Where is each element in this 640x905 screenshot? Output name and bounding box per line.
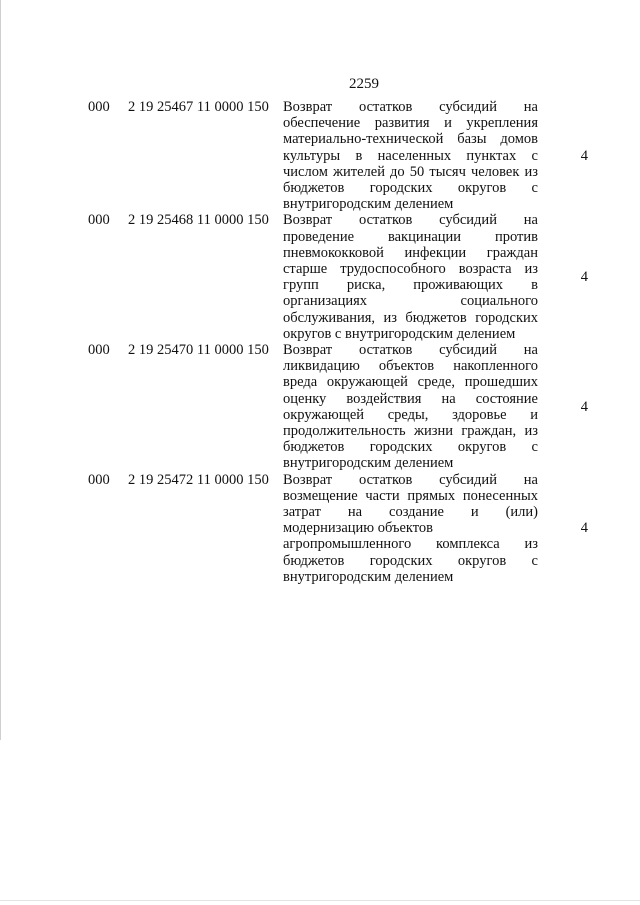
name-line: числом жителей до 50 тысяч человек из xyxy=(283,163,538,180)
budget-code-cell: 2 19 25472 11 0000 150 xyxy=(128,471,269,488)
name-line: проведение вакцинации против xyxy=(283,228,538,245)
name-cell xyxy=(283,472,538,585)
table-row xyxy=(88,99,588,212)
level-value: 4 xyxy=(580,147,588,164)
name-line: ликвидацию объектов накопленного xyxy=(283,358,538,375)
name-line: бюджетов городских округов с xyxy=(283,552,538,569)
name-line: групп риска, проживающих в xyxy=(283,277,538,294)
name-line: старше трудоспособного возраста из xyxy=(283,261,538,278)
level-value: 4 xyxy=(580,398,588,415)
name-line: материально-технической базы домов xyxy=(283,131,538,148)
level-cell xyxy=(538,342,588,472)
admin-code-cell: 000 xyxy=(88,342,110,359)
name-line: оценку воздействия на состояние xyxy=(283,390,538,407)
level-value: 4 xyxy=(580,269,588,286)
name-line: организациях социального xyxy=(283,293,538,310)
level-value: 4 xyxy=(580,520,588,537)
name-line: модернизацию объектов xyxy=(283,520,434,537)
level-cell xyxy=(538,99,588,212)
name-line: бюджетов городских округов с xyxy=(283,180,538,197)
budget-codes-table xyxy=(88,99,588,585)
name-line: пневмококковой инфекции граждан xyxy=(283,244,538,261)
budget-code-cell: 2 19 25470 11 0000 150 xyxy=(128,342,269,359)
name-line: внутригородским делением xyxy=(283,455,454,472)
name-line: бюджетов городских округов с xyxy=(283,439,538,456)
name-line: затрат на создание и (или) xyxy=(283,504,538,521)
name-line: вреда окружающей среде, прошедших xyxy=(283,374,538,391)
admin-code-cell: 000 xyxy=(88,99,110,115)
name-line: округов с внутригородским делением xyxy=(283,325,516,342)
name-line: обслуживания, из бюджетов городских xyxy=(283,309,538,326)
name-line: Возврат остатков субсидий на xyxy=(283,342,538,359)
table-row xyxy=(88,472,588,585)
admin-code-cell: 000 xyxy=(88,212,110,229)
name-line: внутригородским делением xyxy=(283,196,454,213)
name-line: Возврат остатков субсидий на xyxy=(283,471,538,488)
scan-edge-bottom xyxy=(0,900,640,901)
level-cell xyxy=(538,212,588,342)
admin-code-cell: 000 xyxy=(88,471,110,488)
name-line: возмещение части прямых понесенных xyxy=(283,487,538,504)
name-line: Возврат остатков субсидий на xyxy=(283,212,538,229)
table-row xyxy=(88,212,588,342)
name-line: продолжительность жизни граждан, из xyxy=(283,423,538,440)
name-line: агропромышленного комплекса из xyxy=(283,536,538,553)
name-cell xyxy=(283,342,538,472)
scan-edge-left xyxy=(0,0,1,740)
table-row xyxy=(88,342,588,472)
name-cell xyxy=(283,212,538,342)
level-cell xyxy=(538,472,588,585)
budget-code-cell: 2 19 25467 11 0000 150 xyxy=(128,99,269,115)
name-line: культуры в населенных пунктах с xyxy=(283,147,538,164)
name-line: Возврат остатков субсидий на xyxy=(283,99,538,115)
page-number: 2259 xyxy=(349,76,379,92)
name-cell xyxy=(283,99,538,212)
name-line: обеспечение развития и укрепления xyxy=(283,115,538,132)
name-line: окружающей среды, здоровье и xyxy=(283,406,538,423)
budget-code-cell: 2 19 25468 11 0000 150 xyxy=(128,212,269,229)
name-line: внутригородским делением xyxy=(283,568,454,585)
